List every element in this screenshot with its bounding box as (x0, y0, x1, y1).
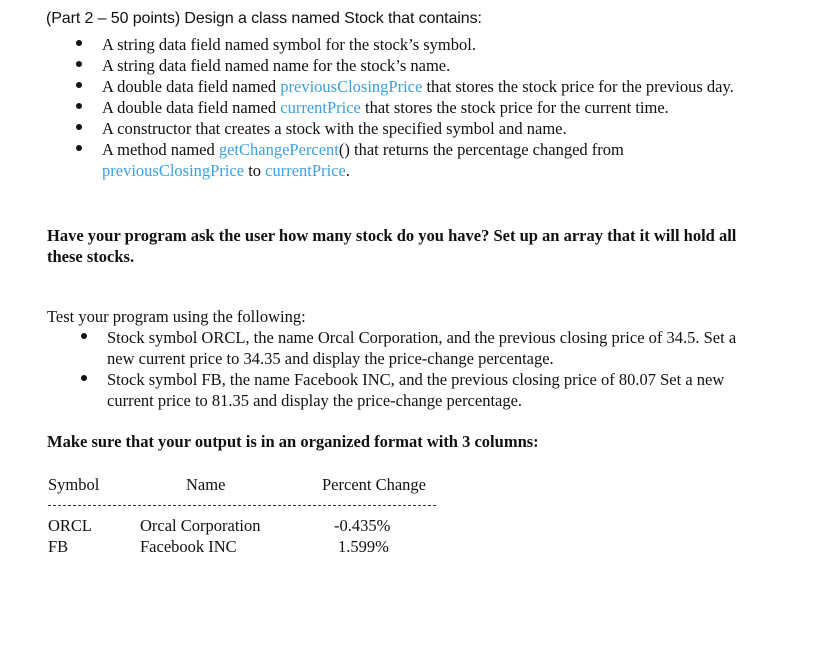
table-cell-name: Facebook INC (140, 537, 237, 556)
table-cell-symbol: FB (48, 537, 69, 556)
bullet-icon (76, 82, 82, 88)
list-item: A constructor that creates a stock with the specified symbol and name. (102, 118, 742, 139)
column-header-name: Name (186, 475, 226, 494)
bullet-icon (81, 375, 87, 381)
bullet-icon (76, 145, 82, 151)
table-cell-symbol: ORCL (48, 516, 93, 535)
bullet-icon (76, 61, 82, 67)
test-intro: Test your program using the following: (47, 307, 306, 326)
bullet-icon (76, 40, 82, 46)
list-item: A string data field named name for the stock’s name. (102, 55, 742, 76)
code-term: previousClosingPrice (280, 77, 423, 96)
table-cell-name: Orcal Corporation (140, 516, 261, 535)
list-item: A double data field named currentPrice that stores the stock price for the current time. (102, 97, 742, 118)
column-header-symbol: Symbol (48, 475, 100, 494)
code-term: previousClosingPrice (102, 161, 245, 180)
code-term: currentPrice (265, 161, 346, 180)
list-item: A method named getChangePercent() that returns the percentage changed from previousClosingPrice to currentPrice. (102, 139, 742, 181)
code-term: getChangePercent (218, 140, 339, 159)
list-item: Stock symbol FB, the name Facebook INC, and the previous closing price of 80.07 Set a new current price to 81.35 and display the price-change percentage. (107, 369, 757, 411)
output-instruction: Make sure that your output is in an organized format with 3 columns: (47, 432, 539, 451)
array-instruction: Have your program ask the user how many stock do you have? Set up an array that it will hold all these stocks. (47, 226, 737, 266)
test-cases-list (107, 327, 757, 411)
list-item: A double data field named previousClosingPrice that stores the stock price for the previous day. (102, 76, 742, 97)
bullet-icon (81, 333, 87, 339)
table-divider (48, 505, 436, 506)
code-term: currentPrice (280, 98, 361, 117)
part-heading: (Part 2 – 50 points) Design a class named Stock that contains: (46, 10, 482, 27)
list-item: A string data field named symbol for the stock’s symbol. (102, 34, 742, 55)
bullet-icon (76, 124, 82, 130)
class-requirements-list (102, 34, 742, 181)
table-cell-percent: 1.599% (338, 537, 389, 556)
table-cell-percent: -0.435% (334, 516, 391, 535)
list-item: Stock symbol ORCL, the name Orcal Corporation, and the previous closing price of 34.5. Set a new current price to 34.35 and display the price-change percentage. (107, 327, 757, 369)
column-header-percent-change: Percent Change (322, 475, 427, 494)
bullet-icon (76, 103, 82, 109)
